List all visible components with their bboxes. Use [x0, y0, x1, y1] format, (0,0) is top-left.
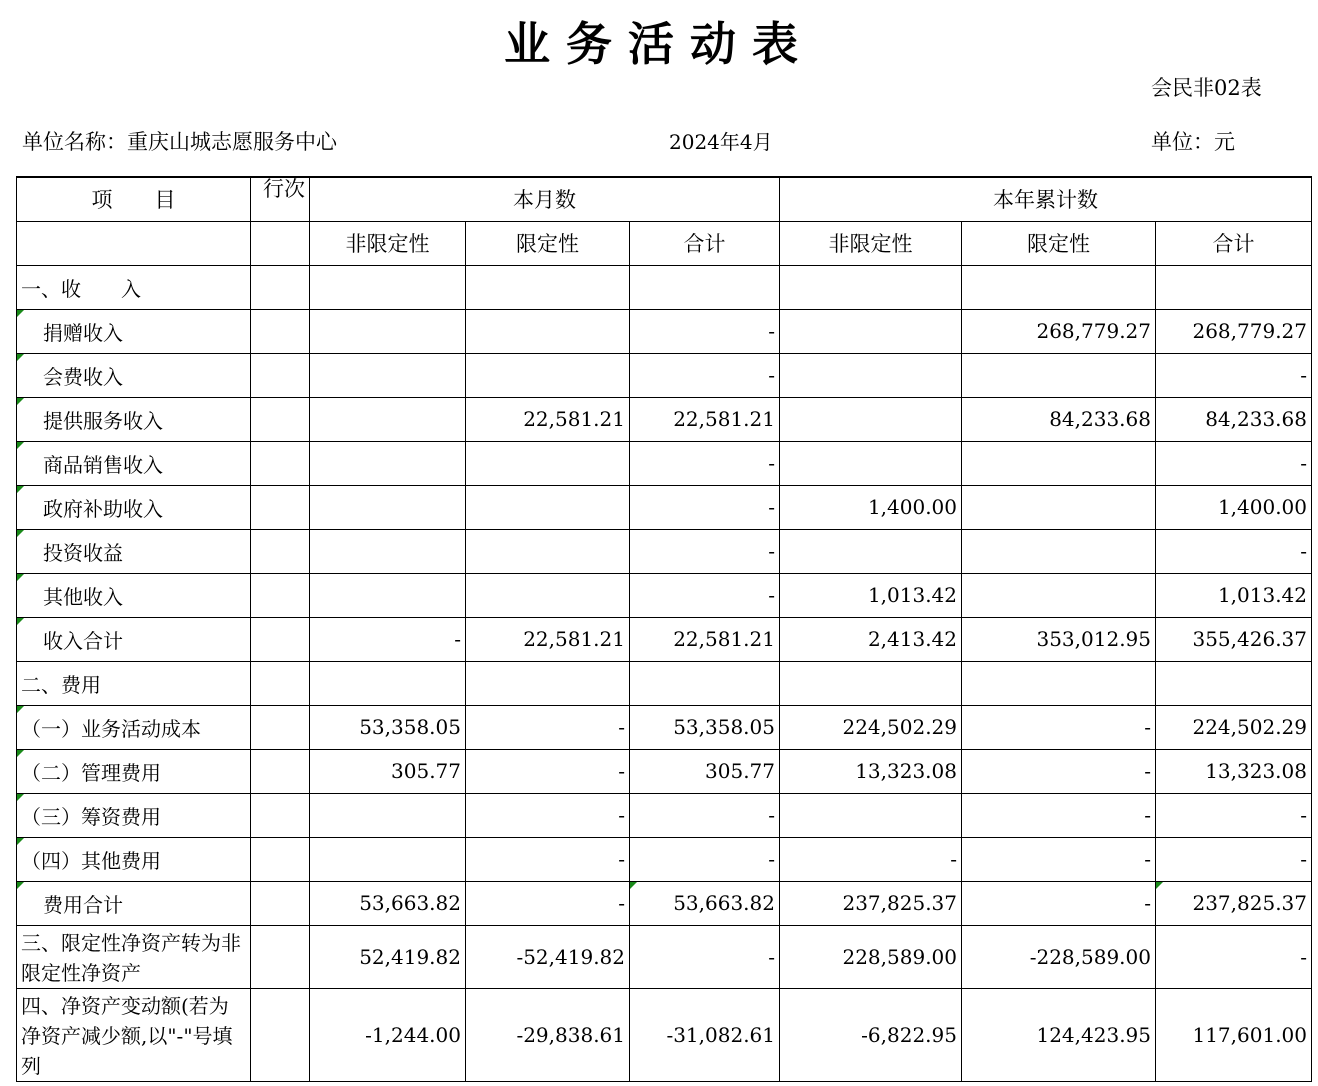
cell-month-restricted — [466, 441, 630, 485]
row-item-name: 一、收 入 — [17, 265, 251, 309]
cell-month-total: - — [630, 353, 780, 397]
row-item-name: 收入合计 — [17, 617, 251, 661]
table-row — [17, 661, 1312, 705]
table-row — [17, 353, 1312, 397]
activity-statement-table — [16, 176, 1312, 1082]
row-item-name: （二）管理费用 — [17, 749, 251, 793]
cell-month-unrestricted — [310, 265, 466, 309]
row-line-no — [251, 529, 310, 573]
cell-month-total: - — [630, 793, 780, 837]
cell-month-total: - — [630, 309, 780, 353]
cell-year-restricted — [962, 265, 1156, 309]
cell-year-total: - — [1156, 793, 1312, 837]
table-row — [17, 397, 1312, 441]
cell-month-unrestricted — [310, 485, 466, 529]
cell-year-total: - — [1156, 837, 1312, 881]
table-row — [17, 529, 1312, 573]
cell-month-unrestricted — [310, 529, 466, 573]
cell-month-restricted — [466, 529, 630, 573]
header-month: 本月数 — [310, 177, 780, 221]
cell-month-unrestricted: -1,244.00 — [310, 988, 466, 1081]
cell-year-total: 13,323.08 — [1156, 749, 1312, 793]
header-year-unrestricted: 非限定性 — [780, 221, 962, 265]
cell-month-unrestricted: 53,663.82 — [310, 881, 466, 925]
cell-month-restricted: - — [466, 837, 630, 881]
row-line-no — [251, 309, 310, 353]
cell-year-total: 237,825.37 — [1156, 881, 1312, 925]
cell-month-total: - — [630, 837, 780, 881]
currency-unit: 单位：元 — [1151, 130, 1235, 154]
row-item-name: 其他收入 — [17, 573, 251, 617]
report-title: 业务活动表 — [504, 17, 814, 71]
unit-name: 单位名称：重庆山城志愿服务中心 — [22, 130, 337, 154]
cell-year-unrestricted: - — [780, 837, 962, 881]
table-row — [17, 881, 1312, 925]
cell-month-restricted: - — [466, 705, 630, 749]
cell-year-unrestricted: 1,400.00 — [780, 485, 962, 529]
cell-year-total: 268,779.27 — [1156, 309, 1312, 353]
cell-year-restricted: - — [962, 705, 1156, 749]
cell-month-restricted: - — [466, 881, 630, 925]
cell-year-unrestricted: 2,413.42 — [780, 617, 962, 661]
row-line-no — [251, 485, 310, 529]
table-row — [17, 441, 1312, 485]
cell-month-unrestricted: 305.77 — [310, 749, 466, 793]
cell-month-unrestricted — [310, 397, 466, 441]
cell-year-unrestricted: -6,822.95 — [780, 988, 962, 1081]
row-line-no — [251, 793, 310, 837]
cell-year-restricted — [962, 353, 1156, 397]
cell-year-unrestricted — [780, 353, 962, 397]
cell-year-unrestricted: 13,323.08 — [780, 749, 962, 793]
cell-year-total: 1,400.00 — [1156, 485, 1312, 529]
header-month-restricted: 限定性 — [466, 221, 630, 265]
cell-year-restricted — [962, 441, 1156, 485]
cell-month-restricted — [466, 309, 630, 353]
cell-month-total — [630, 265, 780, 309]
row-line-no — [251, 617, 310, 661]
cell-year-restricted: 84,233.68 — [962, 397, 1156, 441]
cell-year-unrestricted: 224,502.29 — [780, 705, 962, 749]
cell-month-unrestricted — [310, 441, 466, 485]
cell-month-total: - — [630, 573, 780, 617]
cell-year-total: 224,502.29 — [1156, 705, 1312, 749]
form-code: 会民非02表 — [1151, 76, 1262, 100]
row-line-no — [251, 353, 310, 397]
cell-year-total: 84,233.68 — [1156, 397, 1312, 441]
cell-month-restricted — [466, 573, 630, 617]
table-row — [17, 837, 1312, 881]
cell-month-restricted — [466, 661, 630, 705]
table-row — [17, 485, 1312, 529]
cell-year-unrestricted — [780, 265, 962, 309]
header-year: 本年累计数 — [780, 177, 1312, 221]
header-month-total: 合计 — [630, 221, 780, 265]
cell-year-total: - — [1156, 529, 1312, 573]
cell-month-unrestricted: 52,419.82 — [310, 925, 466, 988]
cell-year-restricted — [962, 661, 1156, 705]
table-row — [17, 793, 1312, 837]
header-item: 项 目 — [17, 177, 251, 221]
cell-month-restricted — [466, 265, 630, 309]
row-line-no — [251, 749, 310, 793]
cell-year-total: - — [1156, 925, 1312, 988]
cell-month-total: 22,581.21 — [630, 617, 780, 661]
cell-month-total: 53,663.82 — [630, 881, 780, 925]
cell-month-unrestricted — [310, 661, 466, 705]
row-line-no — [251, 573, 310, 617]
cell-year-restricted: 268,779.27 — [962, 309, 1156, 353]
table-row — [17, 749, 1312, 793]
cell-month-restricted: -52,419.82 — [466, 925, 630, 988]
row-line-no — [251, 705, 310, 749]
cell-month-total: - — [630, 485, 780, 529]
cell-year-unrestricted — [780, 397, 962, 441]
header-month-unrestricted: 非限定性 — [310, 221, 466, 265]
row-item-name: （三）筹资费用 — [17, 793, 251, 837]
table-row — [17, 988, 1312, 1081]
cell-month-total: - — [630, 441, 780, 485]
cell-month-unrestricted — [310, 353, 466, 397]
row-line-no — [251, 265, 310, 309]
cell-year-unrestricted — [780, 529, 962, 573]
cell-month-unrestricted — [310, 793, 466, 837]
cell-year-total — [1156, 265, 1312, 309]
cell-year-unrestricted: 237,825.37 — [780, 881, 962, 925]
cell-year-restricted: - — [962, 837, 1156, 881]
row-item-name: 政府补助收入 — [17, 485, 251, 529]
cell-year-restricted — [962, 573, 1156, 617]
header-line-blank — [251, 221, 310, 265]
cell-year-unrestricted: 228,589.00 — [780, 925, 962, 988]
cell-month-unrestricted — [310, 837, 466, 881]
table-row — [17, 925, 1312, 988]
cell-month-total: 53,358.05 — [630, 705, 780, 749]
row-item-name: （一）业务活动成本 — [17, 705, 251, 749]
row-item-name: 三、限定性净资产转为非限定性净资产 — [17, 925, 251, 988]
header-item-blank — [17, 221, 251, 265]
table-row — [17, 265, 1312, 309]
row-item-name: 投资收益 — [17, 529, 251, 573]
cell-month-unrestricted — [310, 573, 466, 617]
cell-year-restricted: 353,012.95 — [962, 617, 1156, 661]
row-item-name: 会费收入 — [17, 353, 251, 397]
cell-year-restricted: 124,423.95 — [962, 988, 1156, 1081]
row-line-no — [251, 441, 310, 485]
row-line-no — [251, 925, 310, 988]
cell-month-total: - — [630, 925, 780, 988]
cell-month-unrestricted: 53,358.05 — [310, 705, 466, 749]
table-row — [17, 309, 1312, 353]
table-row — [17, 617, 1312, 661]
cell-year-restricted: -228,589.00 — [962, 925, 1156, 988]
cell-month-total — [630, 661, 780, 705]
cell-year-total: 1,013.42 — [1156, 573, 1312, 617]
row-line-no — [251, 837, 310, 881]
table-row — [17, 705, 1312, 749]
cell-year-total — [1156, 661, 1312, 705]
row-line-no — [251, 397, 310, 441]
cell-year-total: - — [1156, 353, 1312, 397]
report-period: 2024年4月 — [669, 130, 773, 154]
cell-month-restricted — [466, 485, 630, 529]
cell-year-total: 117,601.00 — [1156, 988, 1312, 1081]
cell-year-restricted: - — [962, 749, 1156, 793]
table-row — [17, 573, 1312, 617]
cell-month-restricted: - — [466, 749, 630, 793]
cell-year-unrestricted — [780, 661, 962, 705]
row-item-name: 费用合计 — [17, 881, 251, 925]
row-item-name: 商品销售收入 — [17, 441, 251, 485]
cell-month-total: 305.77 — [630, 749, 780, 793]
cell-year-unrestricted — [780, 309, 962, 353]
row-line-no — [251, 988, 310, 1081]
cell-month-total: -31,082.61 — [630, 988, 780, 1081]
cell-year-total: 355,426.37 — [1156, 617, 1312, 661]
cell-year-restricted — [962, 529, 1156, 573]
row-item-name: 捐赠收入 — [17, 309, 251, 353]
cell-month-unrestricted: - — [310, 617, 466, 661]
cell-year-unrestricted — [780, 793, 962, 837]
cell-year-restricted: - — [962, 881, 1156, 925]
cell-year-restricted — [962, 485, 1156, 529]
cell-month-restricted — [466, 353, 630, 397]
cell-month-restricted: 22,581.21 — [466, 617, 630, 661]
cell-month-restricted: -29,838.61 — [466, 988, 630, 1081]
row-item-name: （四）其他费用 — [17, 837, 251, 881]
header-line-no: 行次 — [251, 177, 310, 221]
row-item-name: 二、费用 — [17, 661, 251, 705]
header-year-total: 合计 — [1156, 221, 1312, 265]
cell-year-restricted: - — [962, 793, 1156, 837]
row-line-no — [251, 661, 310, 705]
cell-month-total: - — [630, 529, 780, 573]
cell-year-unrestricted: 1,013.42 — [780, 573, 962, 617]
row-item-name: 四、净资产变动额(若为净资产减少额,以"-"号填列 — [17, 988, 251, 1081]
row-item-name: 提供服务收入 — [17, 397, 251, 441]
header-year-restricted: 限定性 — [962, 221, 1156, 265]
cell-month-total: 22,581.21 — [630, 397, 780, 441]
row-line-no — [251, 881, 310, 925]
cell-year-total: - — [1156, 441, 1312, 485]
cell-month-unrestricted — [310, 309, 466, 353]
cell-year-unrestricted — [780, 441, 962, 485]
cell-month-restricted: 22,581.21 — [466, 397, 630, 441]
cell-month-restricted: - — [466, 793, 630, 837]
